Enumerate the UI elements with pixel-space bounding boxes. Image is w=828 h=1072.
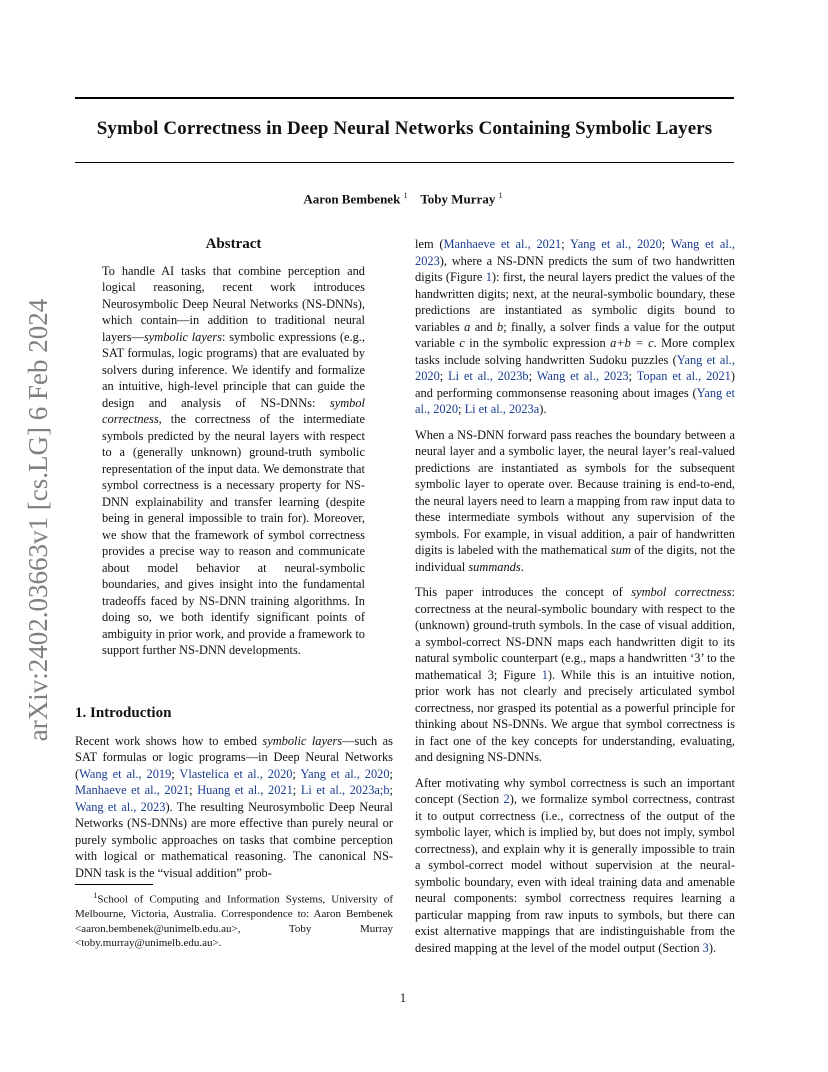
math-expression: b bbox=[497, 319, 504, 334]
footnote bbox=[75, 889, 393, 951]
citation-link[interactable]: 2 bbox=[503, 792, 510, 806]
body-paragraph: lem (Manhaeve et al., 2021; Yang et al., 2020; Wang et al., 2023), where a NS-DNN predicts the sum of two handwritten digits (Figure 1): first, the neural layers predict the values of the handwritten digits; next, at the neural-symbolic boundary, these predictions are instantiated as symbolic digits bound to variables a and b; finally, a solver finds a value for the output variable c in the symbolic expression a+b = c. More complex tasks include solving handwritten Sudoku puzzles (Yang et al., 2020; Li et al., 2023b; Wang et al., 2023; Topan et al., 2021) and performing commonsense reasoning about images (Yang et al., 2020; Li et al., 2023a). bbox=[415, 237, 736, 416]
emphasized-term: sum bbox=[610, 543, 631, 557]
citation-link[interactable]: 1 bbox=[485, 270, 492, 284]
abstract-text: To handle AI tasks that combine perception and logical reasoning, recent work introduces Neurosymbolic Deep Neural Networks (NS-DNNs), which contain—in addition to traditional neural layers—symbolic layers: symbolic expressions (e.g., SAT formulas, logic programs) that are evaluated by solvers during inference. We identify and formalize an intuitive, high-level principle that can guide the design and analysis of NS-DNNs: symbol correctness, the correctness of the intermediate symbols predicted by the neural layers with respect to a (generally unknown) ground-truth symbolic representation of the input data. We demonstrate that symbol correctness is a necessary property for NS-DNN explainability and transfer learning (despite being in general impossible to train for). Moreover, we show that the framework of symbol correctness provides a precise way to reason and communicate about model behavior at neural-symbolic boundaries, and gives insight into the fundamental tradeoffs faced by NS-DNN training algorithms. In doing so, we both identify significant points of ambiguity in prior work, and provide a framework to support further NS-DNN developments. bbox=[102, 263, 365, 657]
footnote-text: School of Computing and Information Systems, University of Melbourne, Victoria, Australia. Correspondence to: Aaron Bembenek <aaron.bembenek@unimelb.edu.au>, Toby Murray <toby.murray@unimelb.edu.au>. bbox=[75, 893, 393, 950]
section-heading: 1. Introduction bbox=[75, 705, 172, 721]
citation-link[interactable]: Yang et al., 2020 bbox=[415, 352, 736, 383]
citation-link[interactable]: Li et al., 2023a;b bbox=[300, 783, 390, 797]
author-name: Aaron Bembenek bbox=[303, 191, 401, 207]
citation-link[interactable]: Wang et al., 2019 bbox=[79, 766, 172, 781]
author-name: Toby Murray bbox=[420, 191, 496, 207]
citation-link[interactable]: Yang et al., 2020 bbox=[570, 237, 662, 251]
math-expression: a bbox=[464, 319, 471, 334]
body-paragraph: When a NS-DNN forward pass reaches the boundary between a neural layer and a symbolic layer, the neural layer’s real-valued predictions are instantiated as symbols for the subsequent symbolic layer to operate over. Because training is end-to-end, the neural layers need to learn a mapping from raw input data to these intermediate symbols without any supervision of the symbols. For example, in visual addition, a pair of handwritten digits is labeled with the mathematical sum of the digits, not the individual summands. bbox=[415, 427, 735, 574]
paper-title: Symbol Correctness in Deep Neural Networks Containing Symbolic Layers bbox=[96, 118, 713, 139]
arxiv-identifier-stamp: arXiv:2402.03663v1 [cs.LG] 6 Feb 2024 bbox=[23, 298, 53, 742]
emphasized-term: symbol correctness bbox=[102, 395, 365, 426]
math-expression: a+b = c bbox=[610, 336, 654, 350]
body-paragraph: After motivating why symbol correctness is such an important concept (Section 2), we formalize symbol correctness, contrast it to output correctness (i.e., correctness of the output of the symbolic layer, which is implied by, but does not imply, symbol correctness), and explain why it is generally impossible to train a symbol-correct model without supervision at the neural-symbolic boundary, even with ideal training data and amenable neural components: symbol correctness requires learning a particular mapping from raw inputs to symbols, but there can exist alternative mappings that are indistinguishable from the desired mapping at the level of the model output (Section 3). bbox=[415, 775, 736, 955]
emphasized-term: symbolic layers bbox=[262, 733, 343, 748]
citation-link[interactable]: 1 bbox=[541, 667, 548, 682]
citation-link[interactable]: Yang et al., 2020 bbox=[415, 385, 735, 416]
emphasized-term: summands bbox=[468, 559, 521, 574]
citation-link[interactable]: Manhaeve et al., 2021 bbox=[75, 783, 190, 797]
citation-link[interactable]: Manhaeve et al., 2021 bbox=[443, 237, 562, 251]
citation-link[interactable]: Topan et al., 2021 bbox=[636, 369, 731, 383]
title-top-rule bbox=[75, 97, 734, 99]
body-paragraph: This paper introduces the concept of symbol correctness: correctness at the neural-symbolic boundary with respect to the (unknown) ground-truth symbols. In the case of visual addition, a symbol-correct NS-DNN maps each handwritten digit to its natural symbolic counterpart (e.g., maps a handwritten ‘3’ to the mathematical 3; Figure 1). While this is an intuitive notion, prior work has not clearly and precisely articulated symbol correctness, nor grasped its potential as a powerful principle for thinking about NS-DNNs. We argue that symbol correctness is in fact one of the key concepts for understanding, evaluating, and designing NS-DNNs. bbox=[415, 585, 735, 764]
footnote-mark: 1 bbox=[93, 891, 98, 900]
introduction-paragraph: Recent work shows how to embed symbolic layers—such as SAT formulas or logic programs—in Deep Neural Networks (Wang et al., 2019; Vlastelica et al., 2020; Yang et al., 2020; Manhaeve et al., 2021; Huang et al., 2021; Li et al., 2023a;b; Wang et al., 2023). The resulting Neurosymbolic Deep Neural Networks (NS-DNNs) are more effective than purely neural or purely symbolic approaches on tasks that combine perception with logical or mathematical reasoning. The canonical NS-DNN task is the “visual addition” prob- bbox=[75, 733, 393, 880]
affiliation-mark: 1 bbox=[498, 191, 503, 200]
citation-link[interactable]: Wang et al., 2023 bbox=[536, 369, 629, 383]
citation-link[interactable]: 3 bbox=[702, 940, 709, 955]
citation-link[interactable]: Li et al., 2023b bbox=[448, 369, 529, 383]
emphasized-term: symbolic layers bbox=[143, 329, 223, 344]
title-bottom-rule bbox=[75, 162, 734, 163]
citation-link[interactable]: Wang et al., 2023 bbox=[75, 799, 166, 814]
citation-link[interactable]: Vlastelica et al., 2020 bbox=[179, 766, 293, 781]
math-expression: c bbox=[459, 336, 465, 350]
introduction-section bbox=[75, 705, 393, 881]
footnote-rule bbox=[75, 884, 153, 885]
abstract-section bbox=[102, 236, 365, 659]
citation-link[interactable]: Wang et al., 2023 bbox=[415, 237, 735, 268]
citation-link[interactable]: Li et al., 2023a bbox=[464, 402, 540, 416]
author-list bbox=[0, 191, 806, 207]
citation-link[interactable]: Yang et al., 2020 bbox=[300, 766, 390, 781]
abstract-heading: Abstract bbox=[205, 236, 262, 252]
page-number: 1 bbox=[399, 991, 407, 1005]
citation-link[interactable]: Huang et al., 2021 bbox=[197, 783, 293, 797]
affiliation-mark: 1 bbox=[403, 191, 408, 200]
right-column bbox=[415, 236, 735, 965]
emphasized-term: symbol correctness bbox=[631, 585, 732, 599]
